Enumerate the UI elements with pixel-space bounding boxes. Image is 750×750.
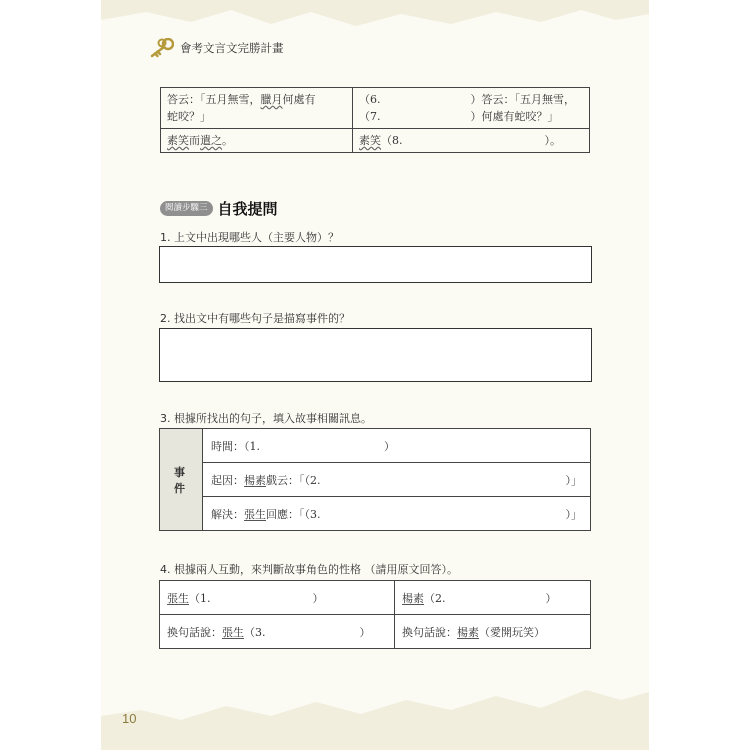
cell-text-underlined: 臘月 (260, 93, 283, 106)
table-row (161, 88, 590, 129)
table-row (160, 581, 591, 615)
cell-text: 回應：「（3. (266, 507, 321, 521)
cell-text: （愛開玩笑） (479, 625, 545, 639)
cell-text: 換句話說： (167, 625, 222, 639)
cell-text: 解決： (211, 507, 244, 521)
table-cell (353, 129, 590, 153)
event-label: 事件 (160, 429, 203, 531)
person-name: 張生 (244, 507, 266, 521)
person-name: 楊素 (244, 473, 266, 487)
person-name: 張生 (167, 591, 189, 605)
character-cell (395, 615, 591, 649)
cell-text: （3. (244, 625, 266, 639)
answer-box-2[interactable] (159, 328, 592, 382)
event-table (159, 428, 591, 531)
cell-text-underlined: 素笑 (359, 134, 381, 147)
top-comparison-table (160, 87, 590, 153)
cell-text: ）」 (565, 507, 582, 521)
question-1: 1. 上文中出現哪些人（主要人物）？ (160, 231, 339, 244)
time-cell[interactable] (203, 429, 591, 463)
question-3: 3. 根據所找出的句子，填入故事相關訊息。 (160, 412, 372, 425)
page-number: 10 (122, 711, 137, 726)
cell-text: ）答云：「五月無雪， (470, 93, 575, 106)
cell-text: 時間：（1. (211, 439, 260, 453)
bottom-mountain-decoration (101, 680, 649, 750)
character-cell[interactable] (160, 615, 395, 649)
table-row (160, 615, 591, 649)
cause-cell[interactable] (203, 463, 591, 497)
answer-box-1[interactable] (159, 246, 592, 283)
cell-text: （1. (189, 591, 211, 605)
header (148, 38, 284, 58)
cell-text: ） (384, 439, 395, 453)
solve-cell[interactable] (203, 497, 591, 531)
cell-text: 蛇咬？」 (167, 110, 211, 123)
cell-text: ） (312, 591, 324, 605)
character-cell[interactable] (160, 581, 395, 615)
top-mountain-decoration (101, 0, 649, 34)
cell-text: （2. (424, 591, 446, 605)
person-name: 楊素 (457, 625, 479, 639)
cell-text-underlined: 素笑 (167, 134, 189, 147)
table-row (160, 429, 591, 463)
cell-text-underlined: 遣之 (200, 134, 222, 147)
person-name: 張生 (222, 625, 244, 639)
blank-7-label: （7. (359, 110, 381, 123)
cell-text: 換句話說： (402, 625, 457, 639)
cell-text: ） (545, 591, 557, 605)
cell-text: 答云：「五月無雪， (167, 93, 261, 106)
cell-text: ） (359, 625, 371, 639)
blank-8-label: （8. (381, 134, 403, 147)
table-cell (161, 129, 353, 153)
table-cell (161, 88, 353, 129)
question-2: 2. 找出文中有哪些句子是描寫事件的？ (160, 312, 350, 325)
question-4: 4. 根據兩人互動，來判斷故事角色的性格 （請用原文回答）。 (160, 563, 458, 576)
table-cell (353, 88, 590, 129)
blank-6-label: （6. (359, 93, 381, 106)
cell-text: 起因： (211, 473, 244, 487)
section-heading (160, 198, 278, 219)
character-table (159, 580, 591, 649)
person-name: 楊素 (402, 591, 424, 605)
character-cell[interactable] (395, 581, 591, 615)
cell-text: 而 (189, 134, 200, 147)
header-title: 會考文言文完勝計畫 (180, 41, 284, 55)
cell-text: ）」 (565, 473, 582, 487)
step-badge: 閱讀步驟三 (160, 201, 213, 216)
cell-text: ）。 (544, 134, 561, 147)
cell-text: ）何處有蛇咬？」 (470, 110, 559, 123)
table-row (160, 497, 591, 531)
table-row (161, 129, 590, 153)
cell-text: 。 (222, 134, 233, 147)
key-icon (148, 38, 174, 58)
section-title: 自我提問 (217, 200, 278, 218)
cell-text: 戲云：「（2. (266, 473, 321, 487)
cell-text: 何處有 (282, 93, 316, 106)
table-row (160, 463, 591, 497)
